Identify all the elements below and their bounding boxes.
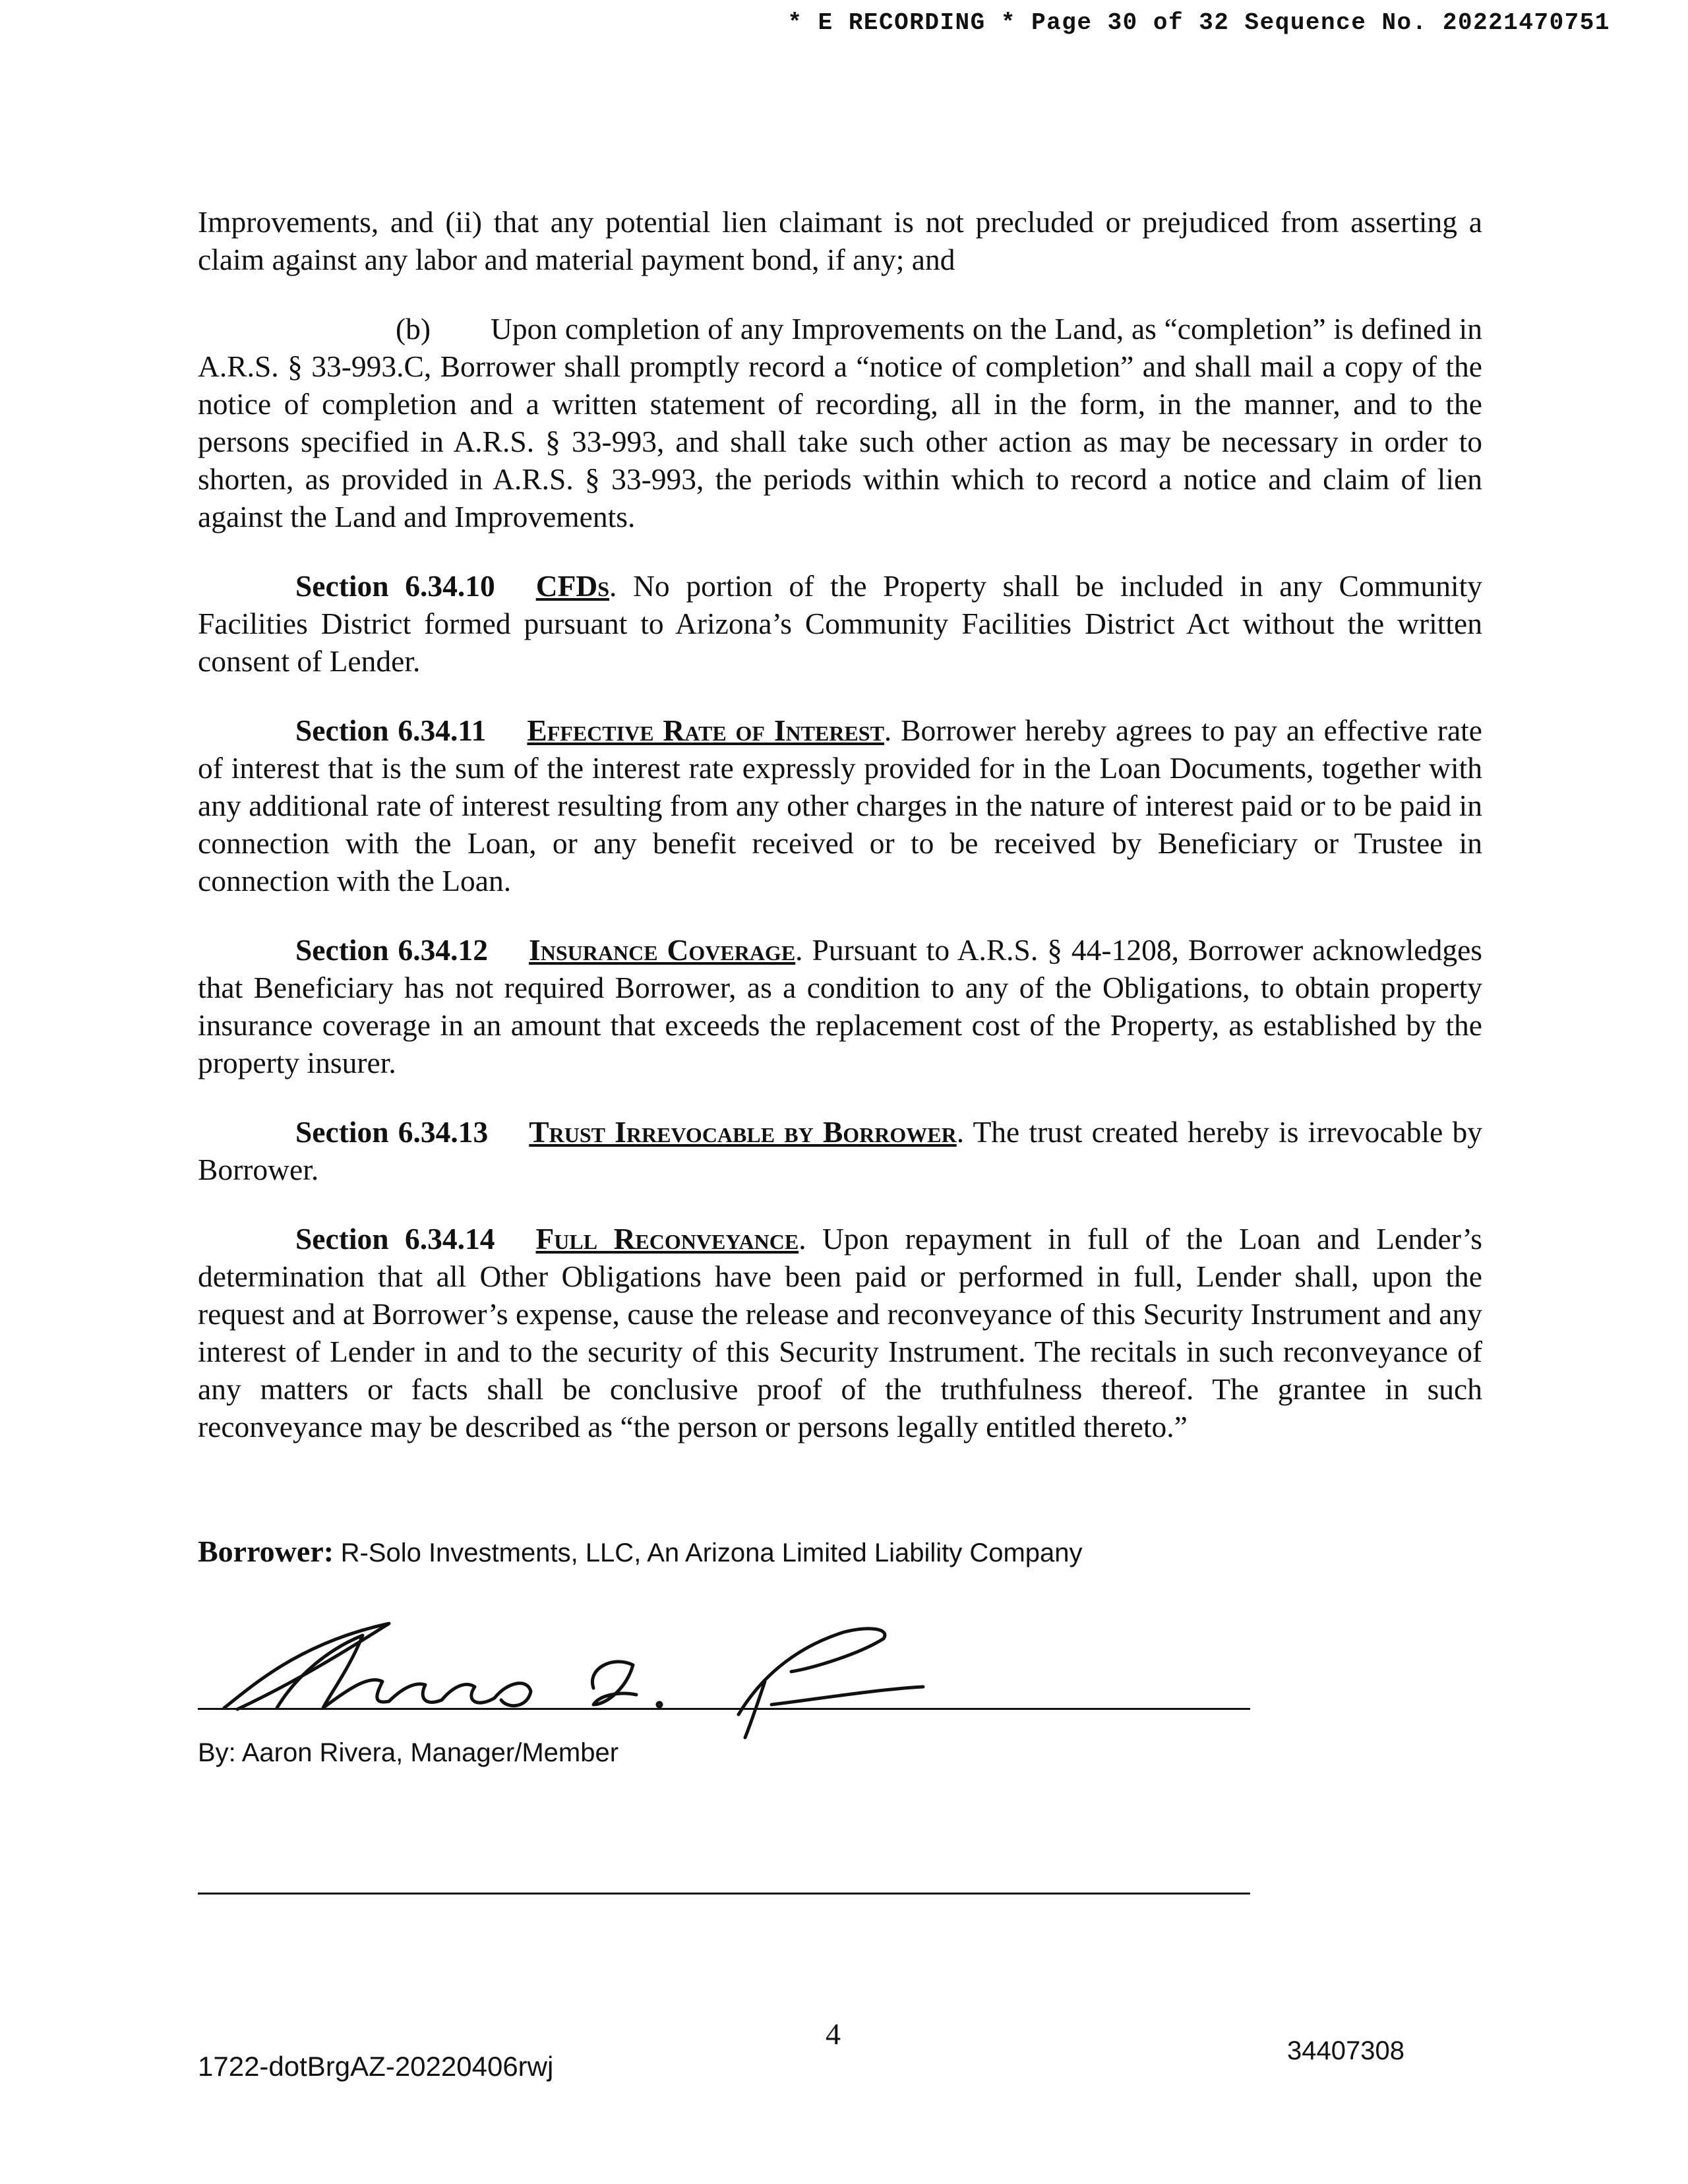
section-text: . The trust created hereby is irrevocable by Borrower. [198,1115,1483,1186]
section-title: Insurance Coverage [529,933,796,967]
section-text: . Upon repayment in full of the Loan and Lender’s determination that all Other Obligations have been paid or performed in full, Lender shall, upon the request and at Borrower’s expense, cause the release and reconveyance of this Security Instrument and any interest of Lender in and to the security of this Security Instrument. The recitals in such reconveyance of any matters or facts shall be conclusive proof of the truthfulness thereof. The grantee in such reconveyance may be described as “the person or persons legally entitled thereto.” [198,1222,1483,1443]
signature-line [198,1708,1250,1710]
section-6-34-12 [198,931,1482,1081]
blank-signature-line [198,1893,1250,1895]
section-title: Full Reconveyance [535,1222,799,1256]
section-number: Section 6.34.13 [295,1115,489,1149]
paragraph-continuation: Improvements, and (ii) that any potential lien claimant is not precluded or prejudiced from asserting a claim against any labor and material payment bond, if any; and [198,205,1482,276]
footer-ref-number: 34407308 [1287,2036,1404,2065]
page-number: 4 [826,2017,841,2051]
section-number: Section 6.34.10 [295,569,495,603]
recording-header: * E RECORDING * Page 30 of 32 Sequence No. 20221470751 [787,9,1610,36]
section-text: . Borrower hereby agrees to pay an effective rate of interest that is the sum of the interest rate expressly provided for in the Loan Documents, together with any additional rate of interest resulting from any other charges in the nature of interest paid or to be paid in connection with the Loan, or any benefit received or to be received by Beneficiary or Trustee in connection with the Loan. [198,713,1482,897]
borrower-label: Borrower: [198,1534,334,1568]
section-6-34-13 [198,1113,1482,1188]
section-6-34-14 [198,1220,1482,1445]
signer-name: By: Aaron Rivera, Manager/Member [198,1738,619,1767]
section-number: Section 6.34.11 [295,713,487,747]
section-title: Effective Rate of Interest [527,713,884,747]
section-text: . No portion of the Property shall be included in any Community Facilities District formed pursuant to Arizona’s Community Facilities District Act without the written consent of Lender. [198,569,1483,678]
signature-image [198,1609,1253,1741]
borrower-name: R-Solo Investments, LLC, An Arizona Limited Liability Company [340,1538,1083,1567]
section-text: . Pursuant to A.R.S. § 44-1208, Borrower acknowledges that Beneficiary has not required Borrower, as a condition to any of the Obligations, to obtain property insurance coverage in an amount that exceeds the replacement cost of the Property, as established by the property insurer. [198,933,1483,1079]
section-number: Section 6.34.14 [295,1222,495,1256]
footer-doc-code: 1722-dotBrgAZ-20220406rwj [198,2051,554,2082]
borrower-line [198,1534,1083,1569]
section-title: Trust Irrevocable by Borrower [529,1115,957,1149]
section-title: CFDs [535,569,610,603]
section-6-34-11 [198,712,1482,899]
paragraph-b: (b) Upon completion of any Improvements on the Land, as “completion” is defined in A.R.S. § 33-993.C, Borrower shall promptly record a “notice of completion” and shall mail a copy of the notice of completion and a written statement of recording, all in the form, in the manner, and to the persons specified in A.R.S. § 33-993, and shall take such other action as may be necessary in order to shorten, as provided in A.R.S. § 33-993, the periods within which to record a notice and claim of lien against the Land and Improvements. [198,312,1482,533]
document-body [198,203,1482,1445]
section-6-34-10 [198,567,1482,680]
section-number: Section 6.34.12 [295,933,489,967]
